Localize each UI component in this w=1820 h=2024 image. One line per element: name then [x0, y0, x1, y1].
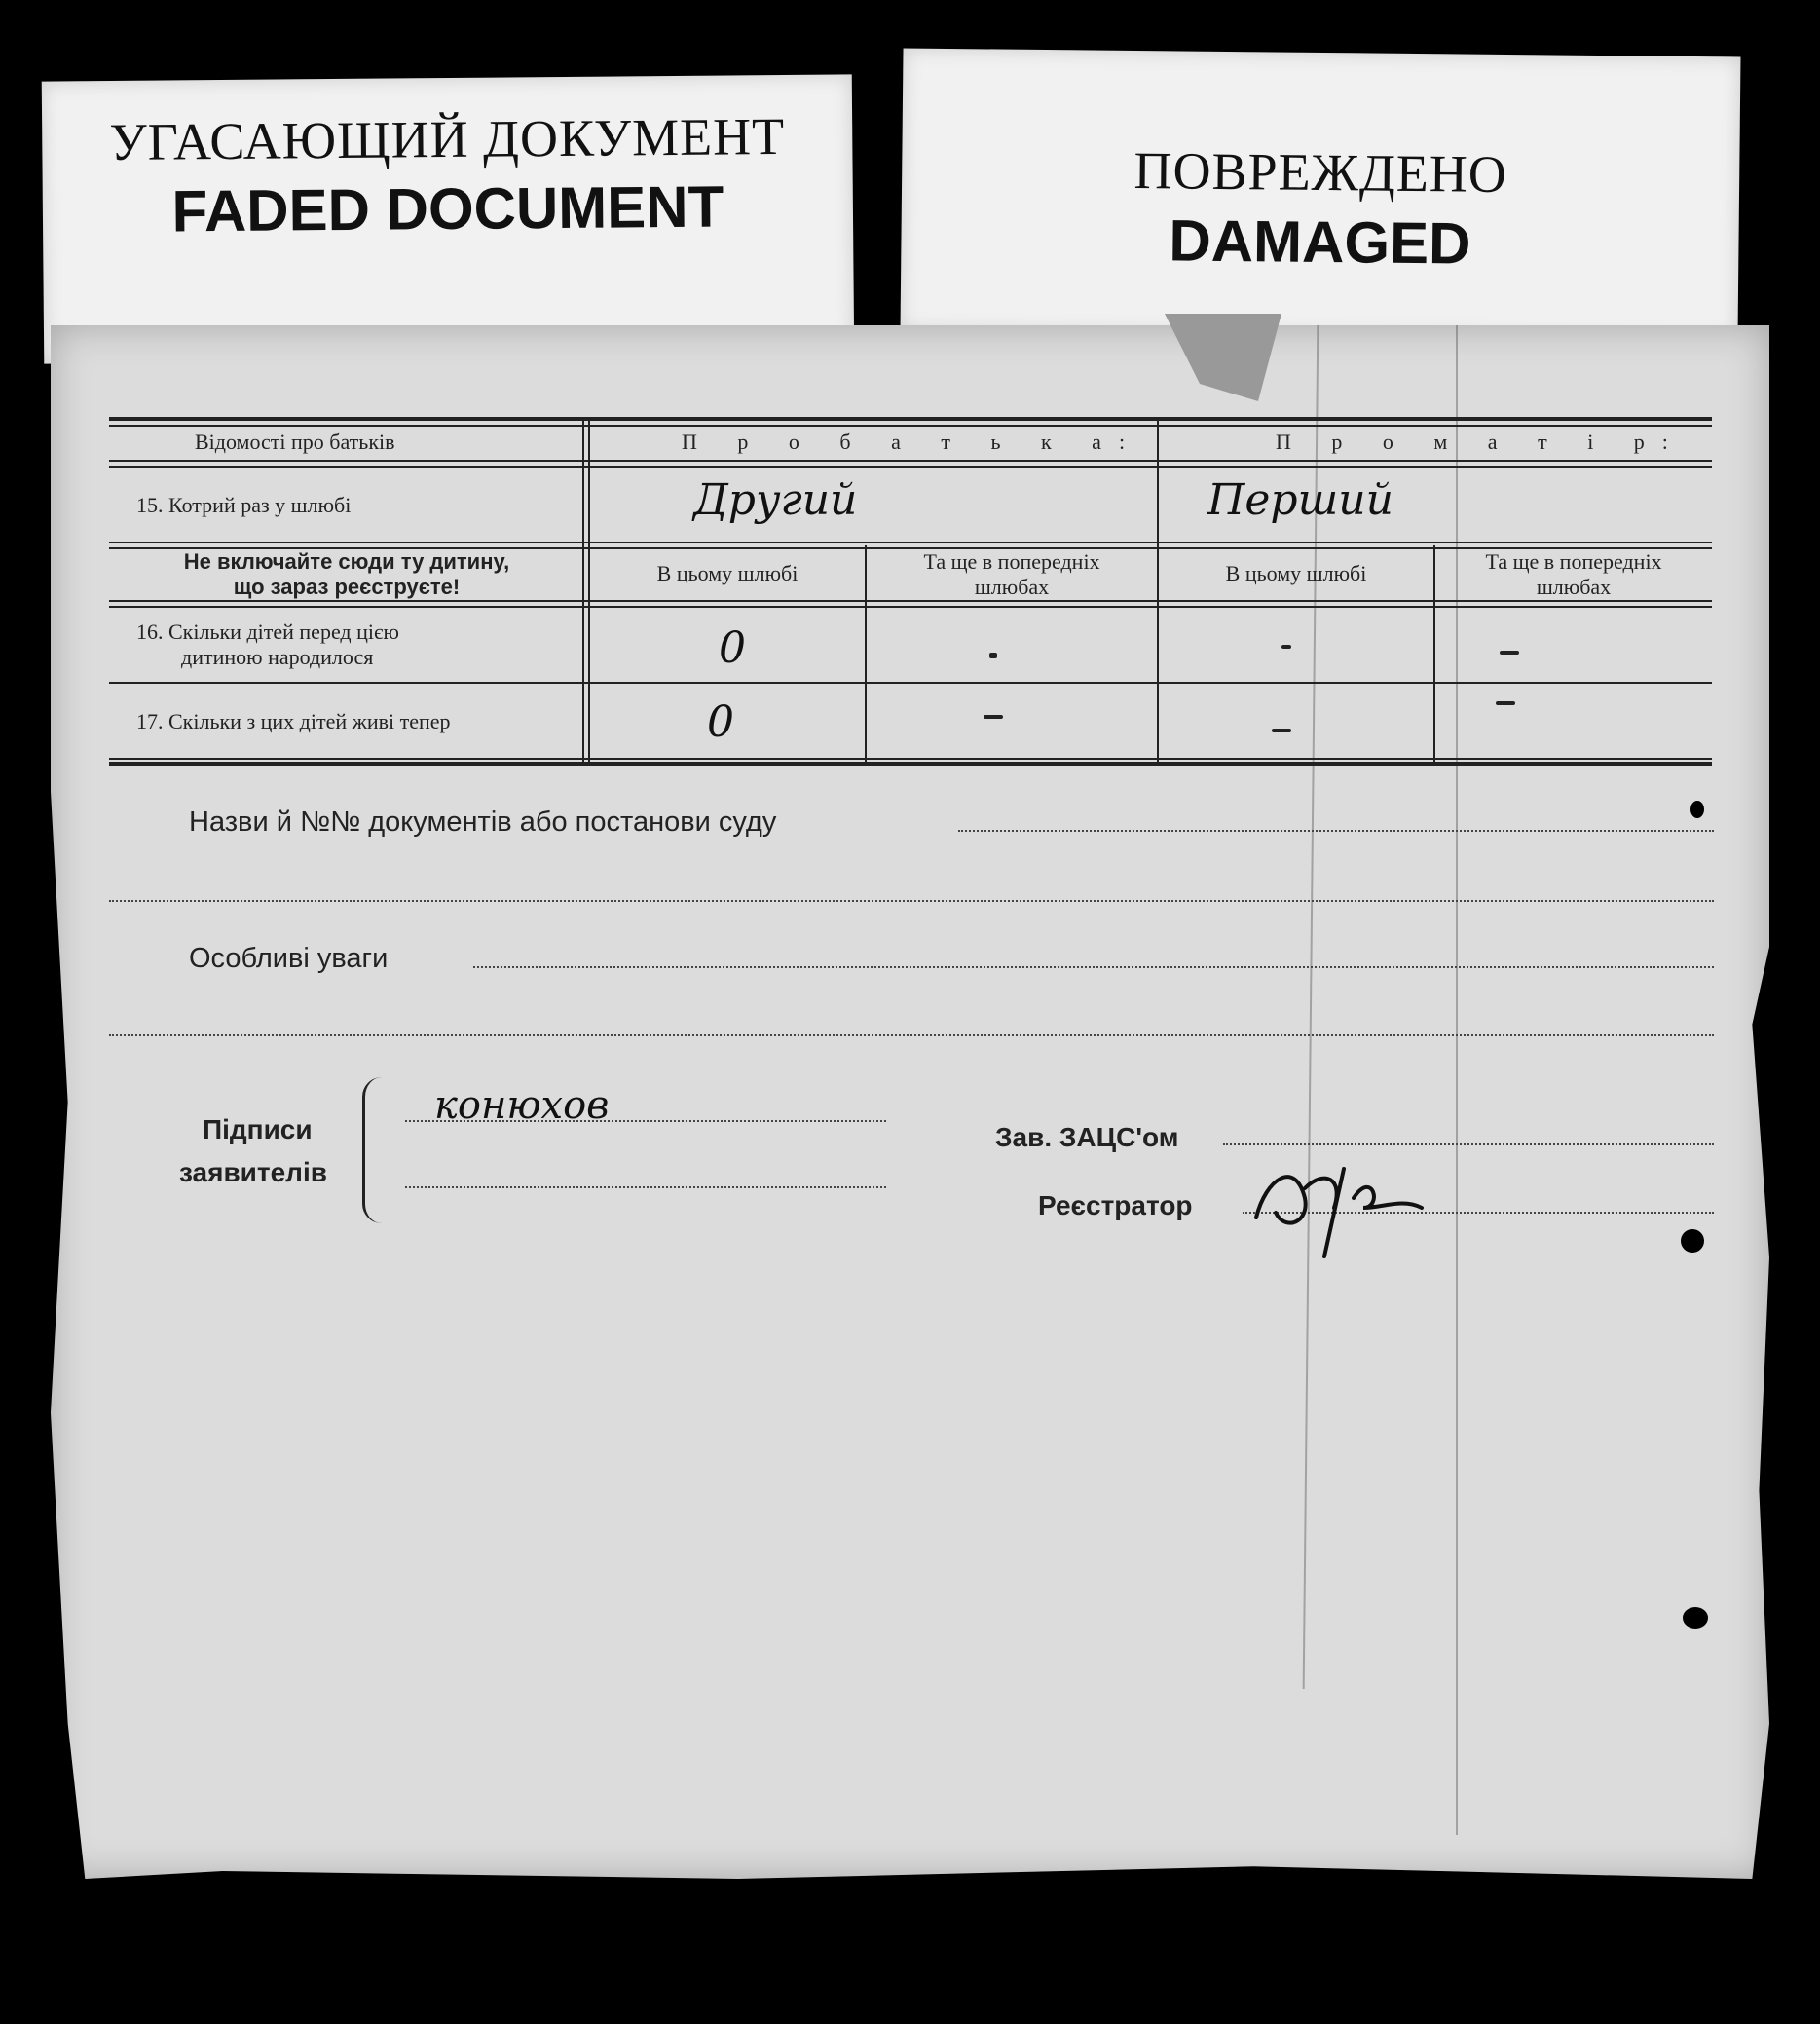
damaged-label-ru: ПОВРЕЖДЕНО — [1133, 140, 1508, 205]
row16-mother-this-dash — [1281, 645, 1291, 649]
row17-mother-this-dash — [1272, 729, 1291, 732]
row17-mother-prev-dash — [1496, 701, 1515, 705]
header-about-father: П р о б а т ь к а: — [682, 430, 1143, 454]
signatures-brace — [362, 1077, 389, 1223]
subheader-father-previous-line2: шлюбах — [974, 575, 1050, 599]
subheader-mother-this-marriage: В цьому шлюбі — [1225, 561, 1367, 585]
table-rule — [109, 600, 1712, 602]
table-column-divider — [1157, 421, 1159, 764]
table-bottom-rule — [109, 762, 1712, 766]
subheader-father-previous-line1: Та ще в попередніх — [923, 549, 1100, 574]
applicant-signature-line-2 — [405, 1186, 886, 1188]
subheader-note-line2: що зараз реєструєте! — [233, 575, 461, 599]
row16-label-line2: дитиною народилося — [181, 645, 374, 669]
table-rule — [109, 682, 1712, 684]
faded-label-en: FADED DOCUMENT — [171, 173, 724, 244]
head-of-registry-label: Зав. ЗАЦС'ом — [995, 1122, 1179, 1152]
special-notes-label: Особливі уваги — [189, 943, 389, 974]
table-column-divider — [588, 421, 590, 764]
header-about-mother: П р о м а т і р: — [1276, 430, 1686, 454]
damaged-label-en: DAMAGED — [1169, 207, 1471, 277]
registrar-signature — [1237, 1140, 1431, 1266]
table-top-rule — [109, 425, 1712, 427]
registrar-label: Реєстратор — [1038, 1190, 1193, 1220]
signatures-label-line1: Підписи — [203, 1114, 313, 1144]
paper-hole — [1683, 1607, 1708, 1629]
subheader-mother-previous-line1: Та ще в попередніх — [1485, 549, 1662, 574]
table-rule — [109, 466, 1712, 468]
row15-father-handwritten: Другий — [693, 475, 858, 525]
subheader-note-line1: Не включайте сюди ту дитину, — [183, 549, 510, 574]
documents-label: Назви й №№ документів або постанови суду — [189, 806, 777, 838]
faded-label-ru: УГАСАЮЩИЙ ДОКУМЕНТ — [109, 106, 786, 172]
table-column-divider — [1433, 545, 1435, 764]
row17-father-this-handwritten: 0 — [707, 697, 734, 747]
paper-hole — [1681, 1229, 1704, 1253]
documents-line — [958, 830, 1714, 832]
row15-mother-handwritten: Перший — [1207, 475, 1393, 525]
applicant-signature-handwritten: конюхов — [434, 1083, 610, 1128]
row16-mother-prev-dash — [1500, 651, 1519, 655]
header-parents-info: Відомості про батьків — [195, 430, 395, 454]
table-column-divider — [865, 545, 867, 764]
table-column-divider — [582, 421, 584, 764]
table-top-rule — [109, 417, 1712, 421]
special-notes-line — [473, 966, 1714, 968]
paper-hole — [1690, 801, 1704, 818]
subheader-father-this-marriage: В цьому шлюбі — [656, 561, 799, 585]
table-rule — [109, 758, 1712, 760]
row16-father-prev-dash — [989, 653, 997, 658]
row17-label: 17. Скільки з цих дітей живі тепер — [136, 709, 451, 733]
row17-father-prev-dash — [984, 715, 1003, 719]
signatures-label-line2: заявителів — [179, 1157, 327, 1187]
special-notes-line-2 — [109, 1034, 1714, 1036]
applicant-signature-line-1 — [405, 1120, 886, 1122]
subheader-mother-previous-line2: шлюбах — [1536, 575, 1612, 599]
table-rule — [109, 542, 1712, 543]
faded-document-label — [42, 74, 854, 363]
row16-label-line1: 16. Скільки дітей перед цією — [136, 619, 399, 644]
table-rule — [109, 460, 1712, 462]
table-rule — [109, 606, 1712, 608]
damaged-document-label — [901, 49, 1741, 340]
row16-father-this-handwritten: 0 — [719, 623, 746, 673]
documents-line-2 — [109, 900, 1714, 902]
row15-label: 15. Котрий раз у шлюбі — [136, 493, 352, 517]
